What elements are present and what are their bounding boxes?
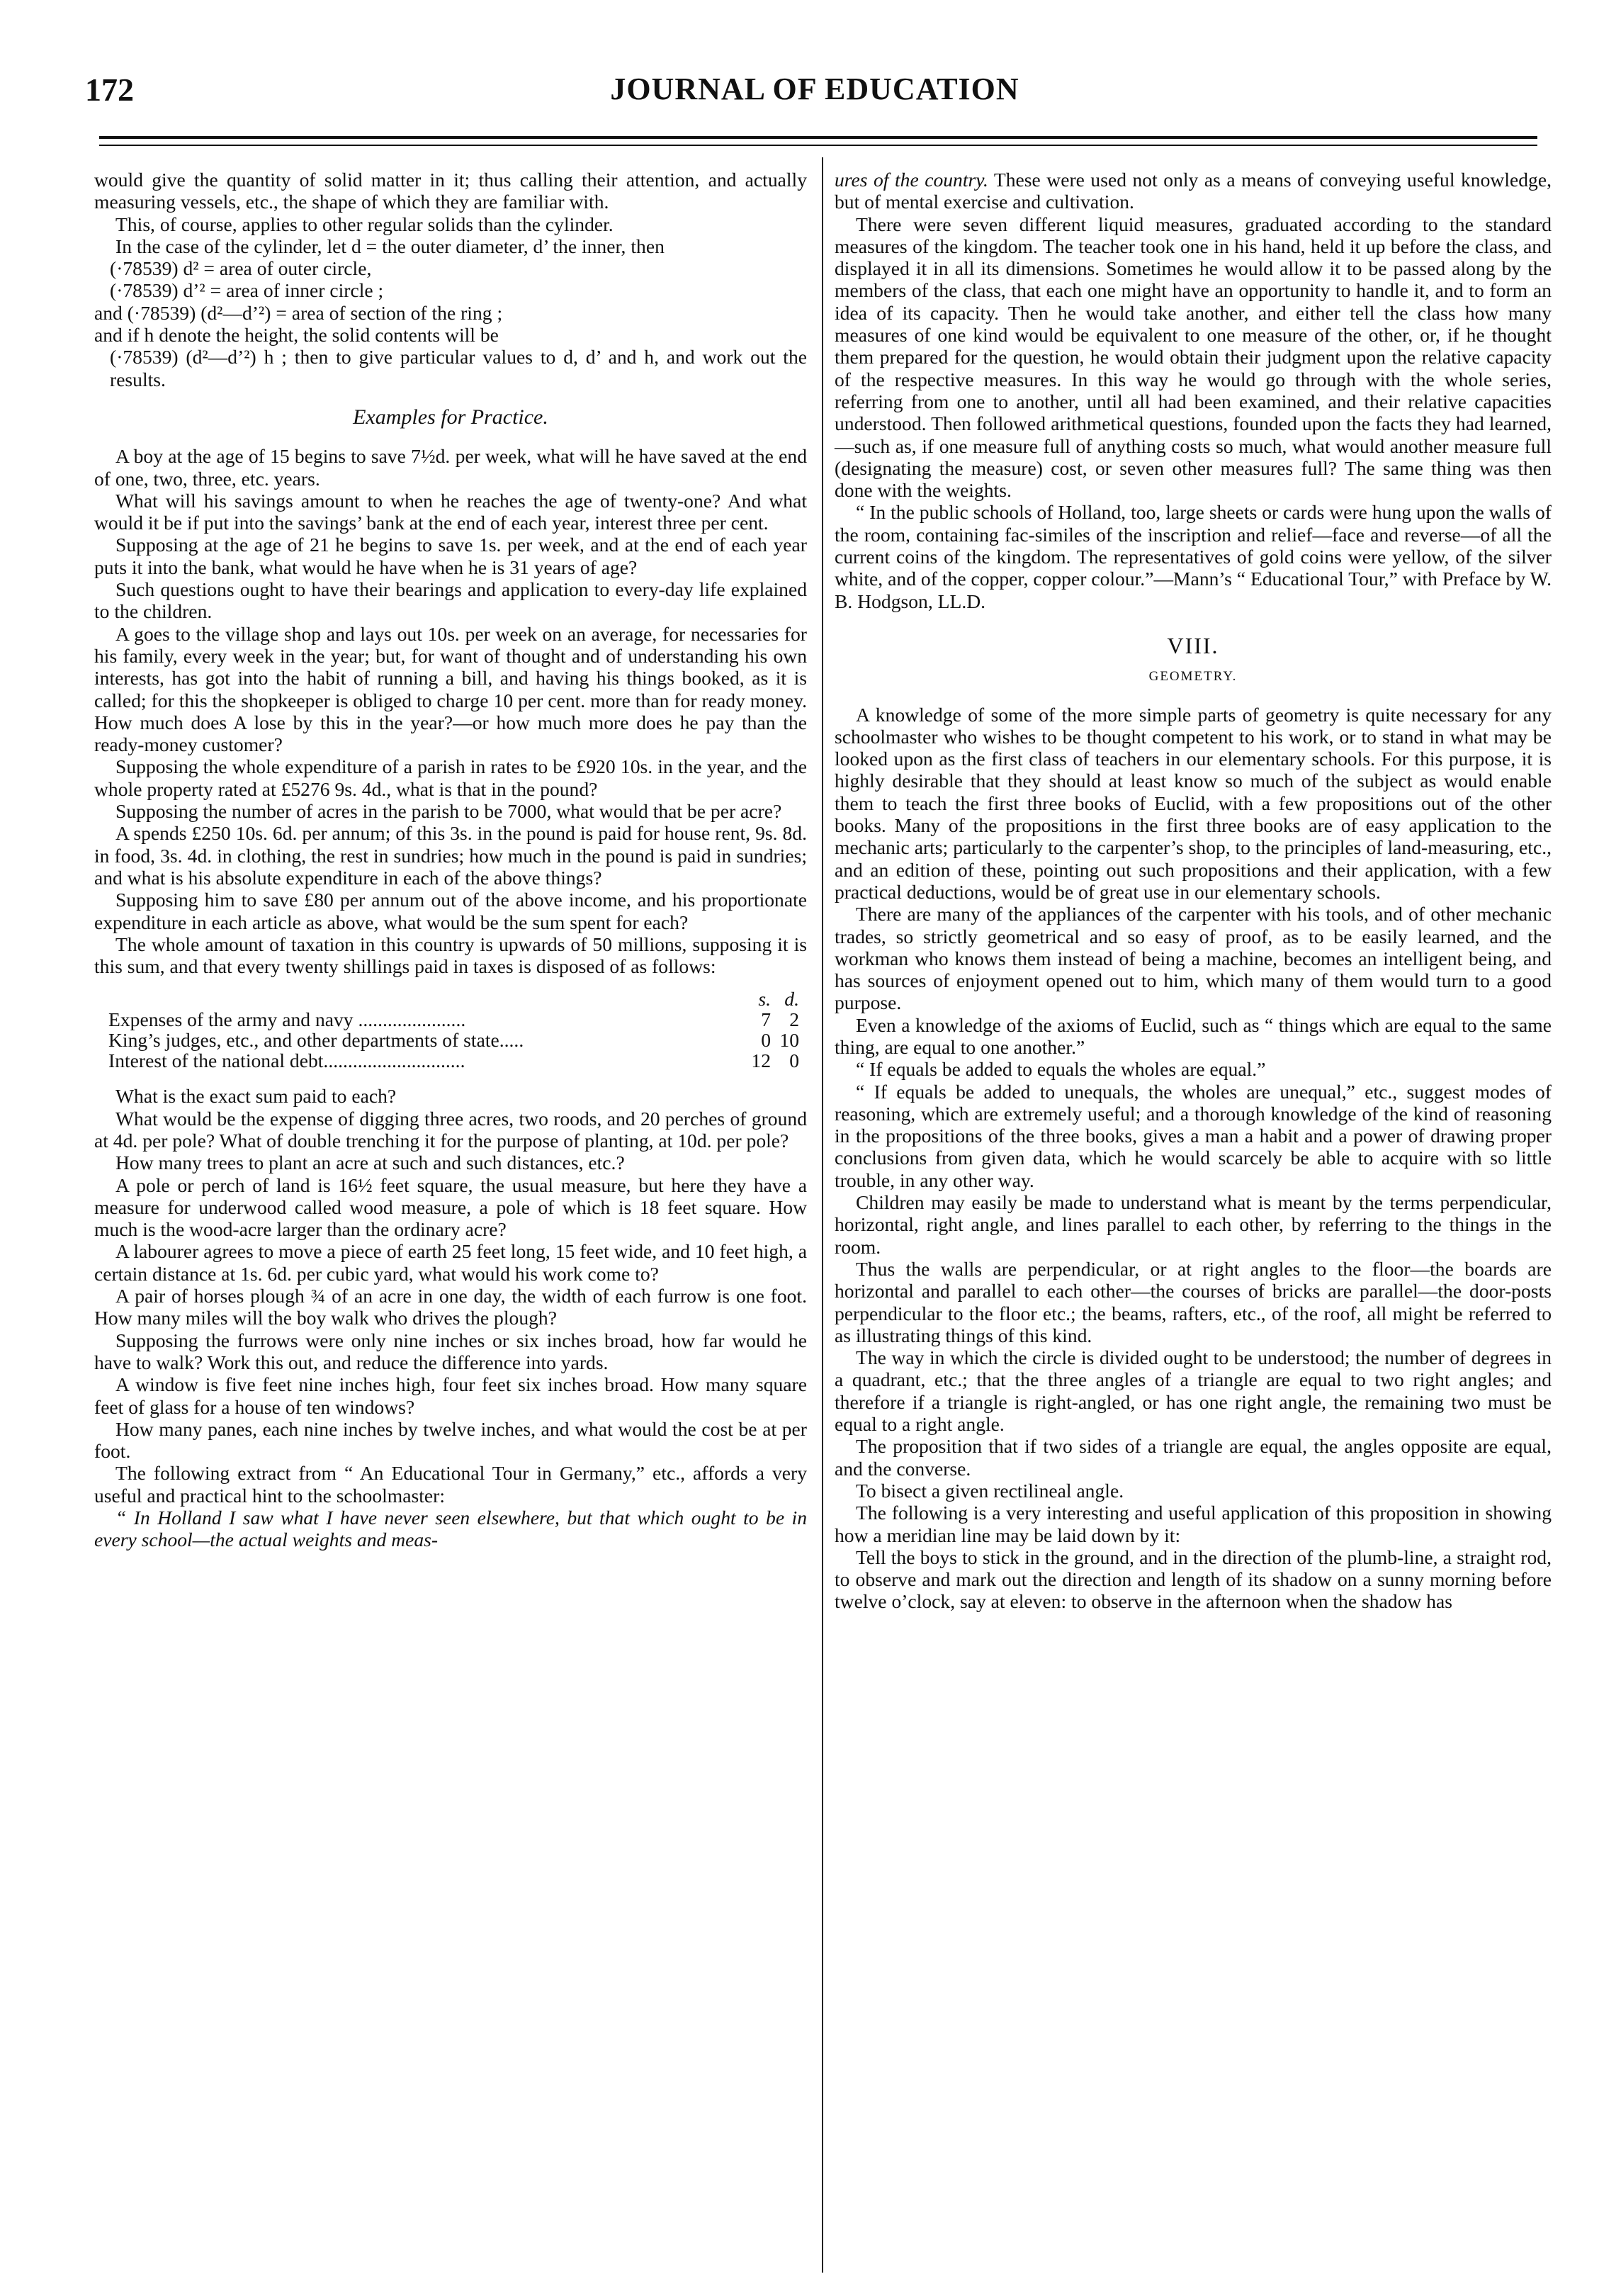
paragraph: A spends £250 10s. 6d. per annum; of this 3s. in the pound is paid for house rent, 9s. 8d. in food, 3s. 4d. in clothing, the rest in sundries; how much in the pound is paid in sundries; and what is his absolute expenditure in each of the above things? — [94, 822, 807, 889]
paragraph: The following extract from “ An Educational Tour in Germany,” etc., affords a very useful and practical hint to the schoolmaster: — [94, 1462, 807, 1507]
paragraph: Thus the walls are perpendicular, or at right angles to the floor—the boards are horizontal and parallel to each other—the courses of bricks are parallel—the door-posts perpendicular to the floor etc.; the beams, rafters, etc., of the roof, all might be referred to as illustrating things of this kind. — [835, 1257, 1552, 1346]
paragraph: Supposing him to save £80 per annum out of the above income, and his proportionate expenditure in each article as above, what would be the sum spent for each? — [94, 889, 807, 933]
paragraph: Supposing the furrows were only nine inches or six inches broad, how far would he have to walk? Work this out, and reduce the difference into yards. — [94, 1329, 807, 1373]
paragraph: The way in which the circle is divided ought to be understood; the number of degrees in a quadrant, etc.; that the three angles of a triangle are equal to two right angles; and therefore if a triangle is right-angled, or has one right angle, the remaining two must be equal to a right angle. — [835, 1346, 1552, 1436]
paragraph: How many trees to plant an acre at such and such distances, etc.? — [115, 1152, 625, 1174]
table-cell-d: 10 — [779, 1029, 799, 1052]
paragraph: “ If equals be added to unequals, the wholes are unequal,” etc., suggest modes of reasoning, which are extremely useful; and a thorough knowledge of the kind of reasoning in the propositions of the three books, gives a man a habit and a power of drawing proper conclusions from given data, which he would scarcely be able to acquire with so little trouble, in any other way. — [835, 1080, 1552, 1191]
paragraph: “ In the public schools of Holland, too, large sheets or cards were hung upon the walls of the room, containing fac-similes of the inscription and relief—face and reverse—of all the current coins of the kingdom. The representatives of gold coins were yellow, of the silver white, and of the copper, copper colour.”—Mann’s “ Educational Tour,” with Preface by W. B. Hodgson, LL.D. — [835, 501, 1552, 612]
paragraph: A labourer agrees to move a piece of earth 25 feet long, 15 feet wide, and 10 feet high, a certain distance at 1s. 6d. per cubic yard, what would his work come to? — [94, 1240, 807, 1285]
paragraph: A pair of horses plough ¾ of an acre in one day, the width of each furrow is one foot. How many miles will the boy walk who drives the plough? — [94, 1285, 807, 1329]
paragraph: The following is a very interesting and useful application of this proposition in showing how a meridian line may be laid down by it: — [835, 1502, 1552, 1546]
paragraph: Supposing the whole expenditure of a parish in rates to be £920 10s. in the year, and the whole property rated at £5276 9s. 4d., what is that in the pound? — [94, 755, 807, 800]
paragraph-text: These were used not only as a means of conveying useful knowledge, but of mental exercise and cultivation. — [835, 169, 1552, 213]
paragraph: To bisect a given rectilineal angle. — [856, 1479, 1124, 1502]
page-header — [85, 71, 1544, 120]
paragraph: A window is five feet nine inches high, four feet six inches broad. How many square feet of glass for a house of ten windows? — [94, 1373, 807, 1418]
paragraph: In the case of the cylinder, let d = the outer diameter, d’ the inner, then — [115, 235, 665, 257]
table-cell-d: 0 — [789, 1049, 799, 1072]
table-row — [108, 1009, 799, 1030]
paragraph: The proposition that if two sides of a triangle are equal, the angles opposite are equal, and the converse. — [835, 1435, 1552, 1480]
table-cell-d: 2 — [789, 1008, 799, 1031]
table-cell-item: Expenses of the army and navy ...................... — [108, 1008, 466, 1031]
paragraph: The whole amount of taxation in this country is upwards of 50 millions, supposing it is this sum, and that every twenty shillings paid in taxes is disposed of as follows: — [94, 933, 807, 978]
formula-line: and (·78539) (d²—d’²) = area of section of the ring ; — [94, 301, 503, 324]
left-column — [94, 169, 807, 1551]
table-cell-s: 12 — [751, 1049, 771, 1072]
paragraph: There are many of the appliances of the carpenter with his tools, and of other mechanic trades, so strictly geometrical and so easy of proof, as to be easily learned, and the workman who knows them instead of being a machine, becomes an intelligent being, and has sources of enjoyment opened out to him, which many of them would turn to a good purpose. — [835, 903, 1552, 1014]
taxation-table — [108, 989, 799, 1071]
page-number: 172 — [85, 72, 134, 108]
paragraph: There were seven different liquid measures, graduated according to the standard measures of the kingdom. The teacher took one in his hand, held it up before the class, and displayed it in all its dimensions. Sometimes he would allow it to be passed along by the members of the class, that each one might have an opportunity to handle it, and to form an idea of its capacity. Then he would take another, and either tell the class how many measures of one kind would be equivalent to one measure of the other, or, if he thought them prepared for the question, he would obtain their judgment upon the relative capacity of the respective measures. In this way he would go through with the whole series, referring from one to another, until all had been examined, and their relative capacities understood. Then followed arithmetical questions, founded upon the facts they had learned,—such as, if one measure full of anything costs so much, what would another measure full (designating the measure) cost, or seven other measures full? The same thing was then done with the weights. — [835, 213, 1552, 502]
column-header-s: s. — [758, 988, 771, 1011]
section-title: GEOMETRY. — [1148, 669, 1238, 685]
right-column — [835, 169, 1552, 1613]
column-divider — [822, 157, 823, 2273]
formula-line: (·78539) d’² = area of inner circle ; — [110, 279, 384, 302]
quote-tail: ures of the country. — [835, 169, 988, 191]
paragraph: What is the exact sum paid to each? — [115, 1085, 397, 1108]
formula-line: and if h denote the height, the solid contents will be — [94, 324, 499, 347]
table-cell-item: King’s judges, etc., and other departments of state..... — [108, 1029, 524, 1052]
header-rule-thick — [99, 136, 1537, 139]
paragraph: would give the quantity of solid matter in it; thus calling their attention, and actually measuring vessels, etc., the shape of which they are familiar with. — [94, 169, 807, 213]
table-row — [108, 1030, 799, 1050]
formula-line: (·78539) (d²—d’²) h ; then to give particular values to d, d’ and h, and work out the results. — [110, 346, 807, 390]
paragraph: How many panes, each nine inches by twelve inches, and what would the cost be at per foot. — [94, 1417, 807, 1463]
table-cell-s: 7 — [761, 1008, 771, 1031]
column-header-d: d. — [784, 988, 799, 1011]
paragraph: Supposing the number of acres in the parish to be 7000, what would that be per acre? — [115, 800, 782, 823]
table-row — [108, 1050, 799, 1071]
paragraph: Such questions ought to have their bearings and application to every-day life explained to the children. — [94, 578, 807, 623]
paragraph: “ If equals be added to equals the wholes are equal.” — [856, 1058, 1266, 1081]
paragraph: A knowledge of some of the more simple parts of geometry is quite necessary for any schoolmaster who wishes to be thought competent to his work, or to stand in what may be looked upon as the first class of teachers in our elementary schools. For this purpose, it is highly desirable that they should at least know so much of the subject as would enable them to teach the first three books of Euclid, with a few propositions out of the other books. Many of the propositions in the first three books are of easy application to the mechanic arts; particularly to the carpenter’s shop, to the principles of land-measuring, etc., and an edition of these, pointing out such propositions and their application, with a few practical deductions, would be of great use in our elementary schools. — [835, 703, 1552, 903]
paragraph: Children may easily be made to understand what is meant by the terms perpendicular, horizontal, right angle, and lines parallel to each other, by referring to the things in the room. — [835, 1191, 1552, 1258]
paragraph: A pole or perch of land is 16½ feet square, the usual measure, but here they have a measure for underwood called wood measure, a pole of which is 18 feet square. How much is the wood-acre larger than the ordinary acre? — [94, 1174, 807, 1241]
paragraph: A boy at the age of 15 begins to save 7½d. per week, what will he have saved at the end of one, two, three, etc. years. — [94, 445, 807, 490]
paragraph: What would be the expense of digging three acres, two roods, and 20 perches of ground at 4d. per pole? What of double trenching it for the purpose of planting, at 10d. per pole? — [94, 1107, 807, 1152]
running-title: JOURNAL OF EDUCATION — [610, 72, 1019, 106]
paragraph: What will his savings amount to when he reaches the age of twenty-one? And what would it be if put into the savings’ bank at the end of each year, interest three per cent. — [94, 489, 807, 534]
section-number: VIII. — [1167, 632, 1219, 658]
section-heading: Examples for Practice. — [353, 405, 548, 429]
paragraph: This, of course, applies to other regular solids than the cylinder. — [115, 213, 614, 235]
paragraph: Even a knowledge of the axioms of Euclid, such as “ things which are equal to the same thing, are equal to one another.” — [835, 1013, 1552, 1058]
table-header-row — [108, 989, 799, 1009]
quote-continuation — [835, 169, 1552, 213]
formula-line: (·78539) d² = area of outer circle, — [110, 257, 372, 280]
quote-paragraph: “ In Holland I saw what I have never seen elsewhere, but that which ought to be in every school—the actual weights and meas- — [94, 1507, 807, 1551]
paragraph: A goes to the village shop and lays out 10s. per week on an average, for necessaries for his family, every week in the year; but, for want of thought and of understanding his own interests, has got into the habit of running a bill, and having his things booked, as it is called; for this the shopkeeper is obliged to charge 10 per cent. more than for ready money. How much does A lose by this in the year?—or how much more does he pay than the ready-money customer? — [94, 622, 807, 756]
table-cell-s: 0 — [761, 1029, 771, 1052]
paragraph: Tell the boys to stick in the ground, and in the direction of the plumb-line, a straight rod, to observe and mark out the direction and length of its shadow on a sunny morning before twelve o’clock, say at eleven: to observe in the afternoon when the shadow has — [835, 1546, 1552, 1613]
header-rule-thin — [99, 145, 1537, 146]
table-cell-item: Interest of the national debt............................. — [108, 1049, 465, 1072]
paragraph: Supposing at the age of 21 he begins to save 1s. per week, and at the end of each year puts it into the bank, what would he have when he is 31 years of age? — [94, 534, 807, 578]
